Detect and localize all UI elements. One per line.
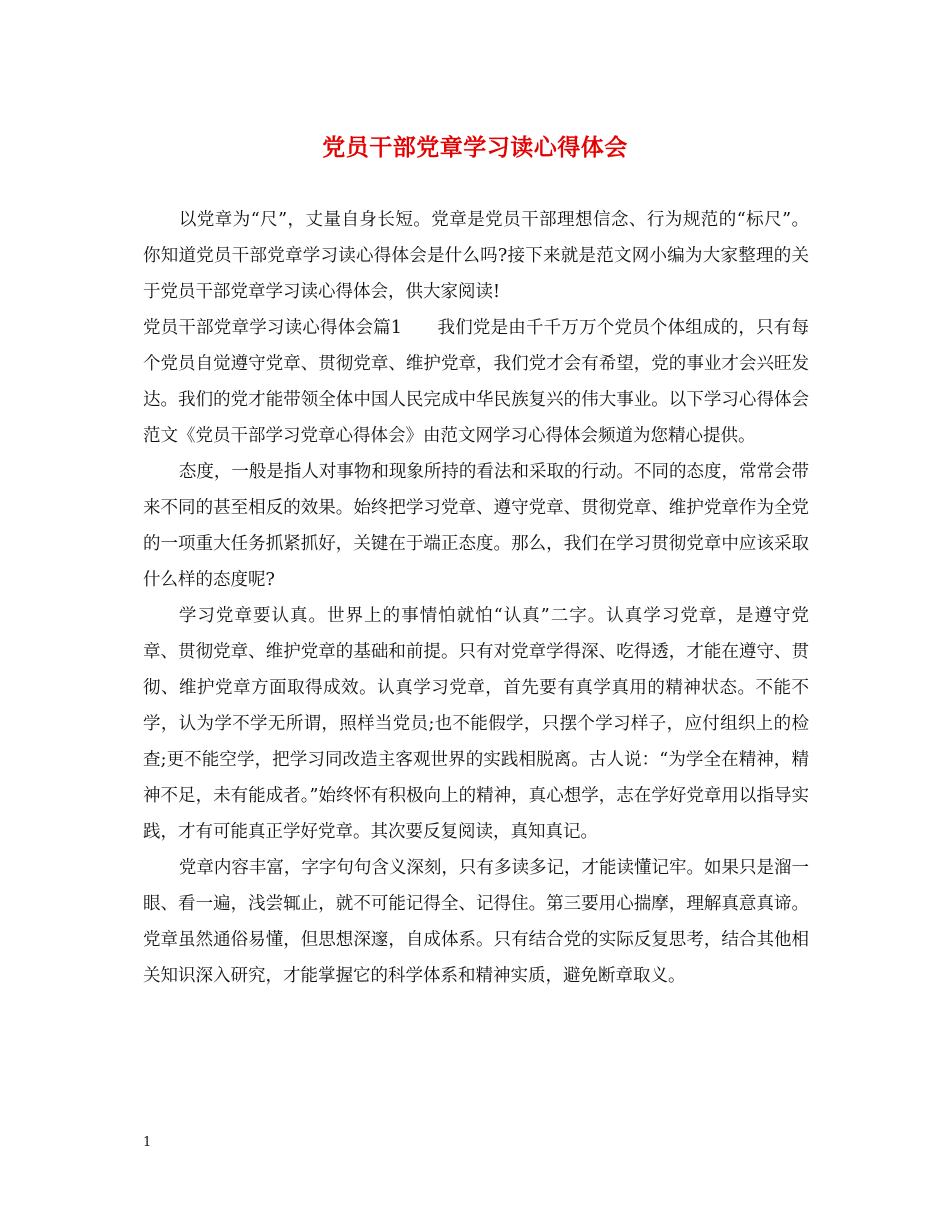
paragraph-intro: 以党章为“尺”，丈量自身长短。党章是党员干部理想信念、行为规范的“标尺”。你知道党员干部党章学习读心得体会是什么吗?接下来就是范文网小编为大家整理的关于党员干部党章学习读心得体会，供大家阅读!: [143, 210, 809, 302]
page-number: 1: [143, 1135, 152, 1150]
paragraph-study-seriously: 学习党章要认真。世界上的事情怕就怕“认真”二字。认真学习党章，是遵守党章、贯彻党章、维护党章的基础和前提。只有对党章学得深、吃得透，才能在遵守、贯彻、维护党章方面取得成效。认真学习党章，首先要有真学真用的精神状态。不能不学，认为学不学无所谓，照样当党员;也不能假学，只摆个学习样子，应付组织上的检查;更不能空学，把学习同改造主客观世界的实践相脱离。古人说：“为学全在精神，精神不足，未有能成者。”始终怀有积极向上的精神，真心想学，志在学好党章用以指导实践，才有可能真正学好党章。其次要反复阅读，真知真记。: [143, 606, 809, 842]
document-title: 党员干部党章学习读心得体会: [322, 134, 628, 161]
paragraph-attitude: 态度，一般是指人对事物和现象所持的看法和采取的行动。不同的态度，常常会带来不同的甚至相反的效果。始终把学习党章、遵守党章、贯彻党章、维护党章作为全党的一项重大任务抓紧抓好，关键在于端正态度。那么，我们在学习贯彻党章中应该采取什么样的态度呢?: [143, 462, 809, 590]
paragraph-content-rich: 党章内容丰富，字字句句含义深刻，只有多读多记，才能读懂记牢。如果只是溜一眼、看一遍，浅尝辄止，就不可能记得全、记得住。第三要用心揣摩，理解真意真谛。党章虽然通俗易懂，但思想深邃，自成体系。只有结合党的实际反复思考，结合其他相关知识深入研究，才能掌握它的科学体系和精神实质，避免断章取义。: [143, 858, 809, 986]
document-body: [143, 202, 809, 994]
paragraph-section-1: 党员干部党章学习读心得体会篇1 我们党是由千千万万个党员个体组成的，只有每个党员自觉遵守党章、贯彻党章、维护党章，我们党才会有希望，党的事业才会兴旺发达。我们的党才能带领全体中国人民完成中华民族复兴的伟大事业。以下学习心得体会范文《党员干部学习党章心得体会》由范文网学习心得体会频道为您精心提供。: [143, 318, 809, 446]
